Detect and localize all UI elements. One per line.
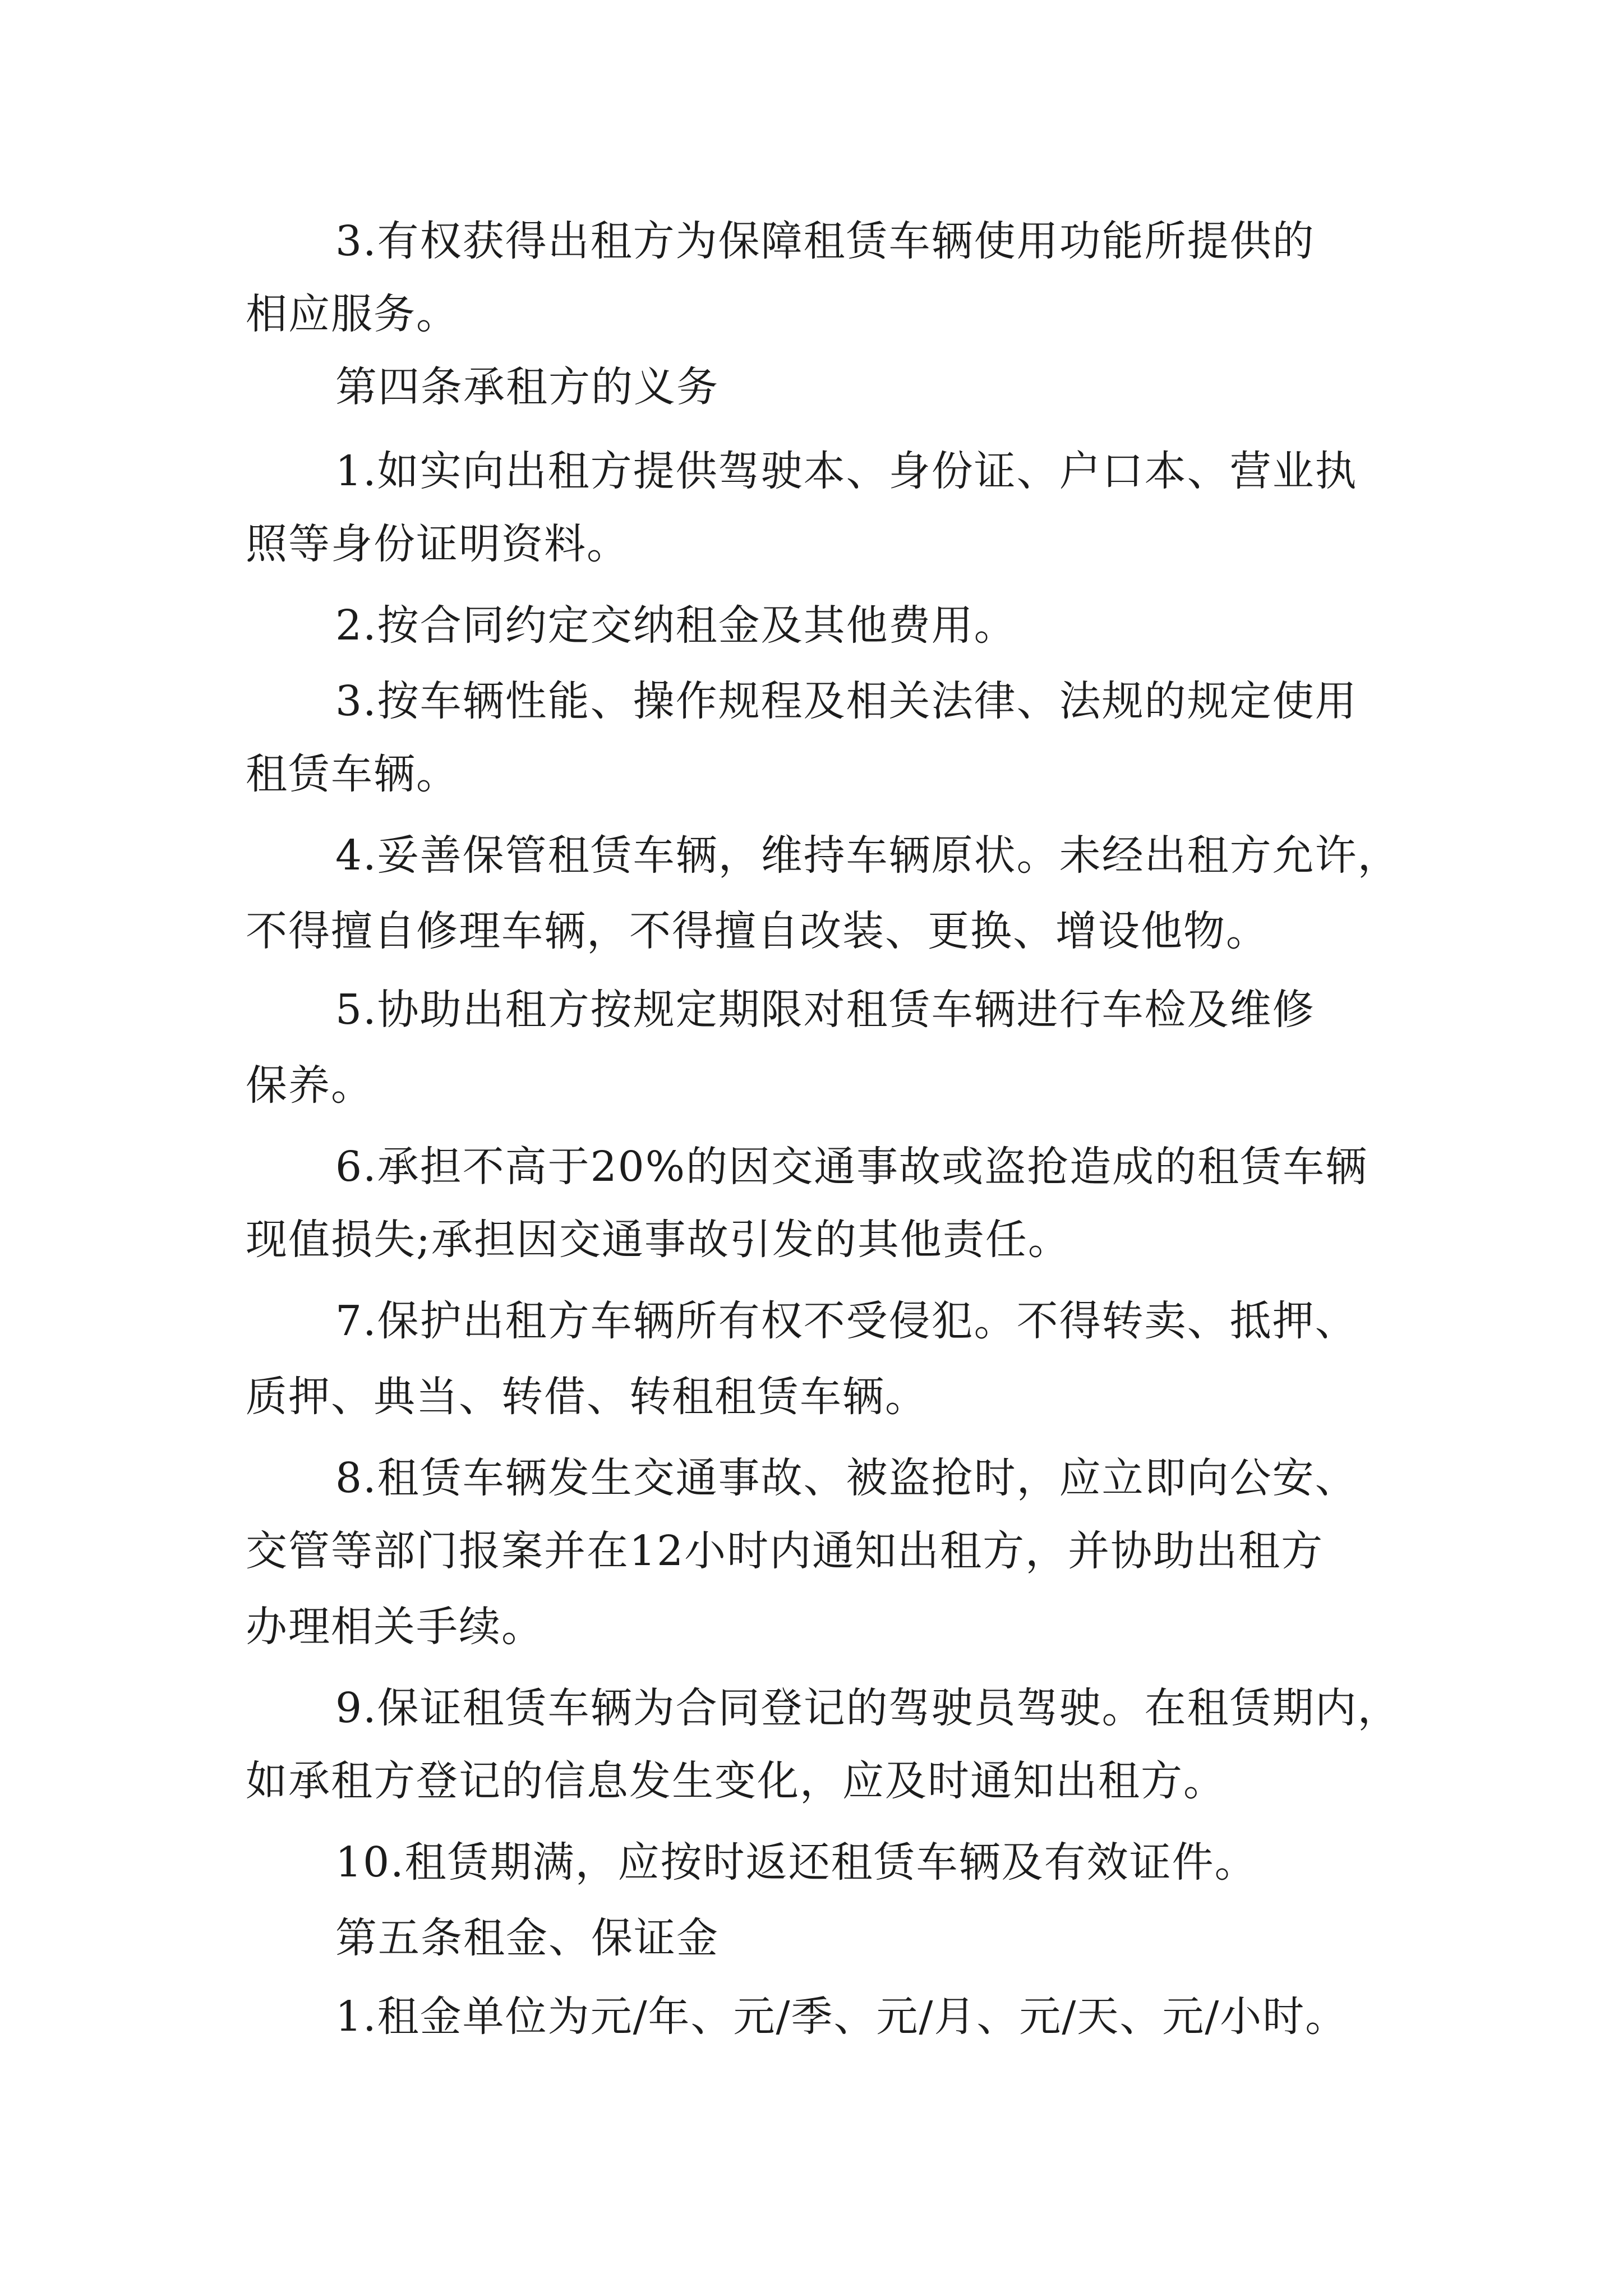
rent-clause-1-line-1: 1.租金单位为元/年、元/季、元/月、元/天、元/小时。 — [335, 1993, 1348, 2041]
obligation-10-line-1: 10.租赁期满，应按时返还租赁车辆及有效证件。 — [335, 1838, 1257, 1887]
obligation-9-line-1: 9.保证租赁车辆为合同登记的驾驶员驾驶。在租赁期内， — [335, 1684, 1400, 1732]
obligation-4-line-1: 4.妥善保管租赁车辆，维持车辆原状。未经出租方允许， — [335, 831, 1400, 880]
obligation-8-line-1: 8.租赁车辆发生交通事故、被盗抢时，应立即向公安、 — [335, 1454, 1358, 1502]
article-4-heading: 第四条承租方的义务 — [335, 363, 719, 411]
obligation-8-line-2: 交管等部门报案并在12小时内通知出租方，并协助出租方 — [246, 1527, 1324, 1575]
clause-3-right-line-2: 相应服务。 — [246, 290, 459, 338]
obligation-2-line-1: 2.按合同约定交纳租金及其他费用。 — [335, 601, 1017, 650]
obligation-7-line-2: 质押、典当、转借、转租租赁车辆。 — [246, 1373, 928, 1421]
obligation-8-line-3: 办理相关手续。 — [246, 1603, 544, 1651]
obligation-5-line-2: 保养。 — [246, 1061, 374, 1110]
obligation-5-line-1: 5.协助出租方按规定期限对租赁车辆进行车检及维修 — [335, 986, 1315, 1034]
obligation-1-line-2: 照等身份证明资料。 — [246, 520, 629, 568]
obligation-7-line-1: 7.保护出租方车辆所有权不受侵犯。不得转卖、抵押、 — [335, 1297, 1358, 1345]
obligation-6-line-2: 现值损失;承担因交通事故引发的其他责任。 — [246, 1216, 1071, 1264]
obligation-6-line-1: 6.承担不高于20%的因交通事故或盗抢造成的租赁车辆 — [335, 1143, 1368, 1191]
obligation-4-line-2: 不得擅自修理车辆，不得擅自改装、更换、增设他物。 — [246, 907, 1269, 955]
obligation-1-line-1: 1.如实向出租方提供驾驶本、身份证、户口本、营业执 — [335, 447, 1358, 495]
article-5-heading: 第五条租金、保证金 — [335, 1914, 719, 1962]
obligation-9-line-2: 如承租方登记的信息发生变化，应及时通知出租方。 — [246, 1757, 1226, 1805]
obligation-3-line-1: 3.按车辆性能、操作规程及相关法律、法规的规定使用 — [335, 677, 1358, 725]
clause-3-right-line-1: 3.有权获得出租方为保障租赁车辆使用功能所提供的 — [335, 217, 1315, 265]
obligation-3-line-2: 租赁车辆。 — [246, 750, 459, 798]
